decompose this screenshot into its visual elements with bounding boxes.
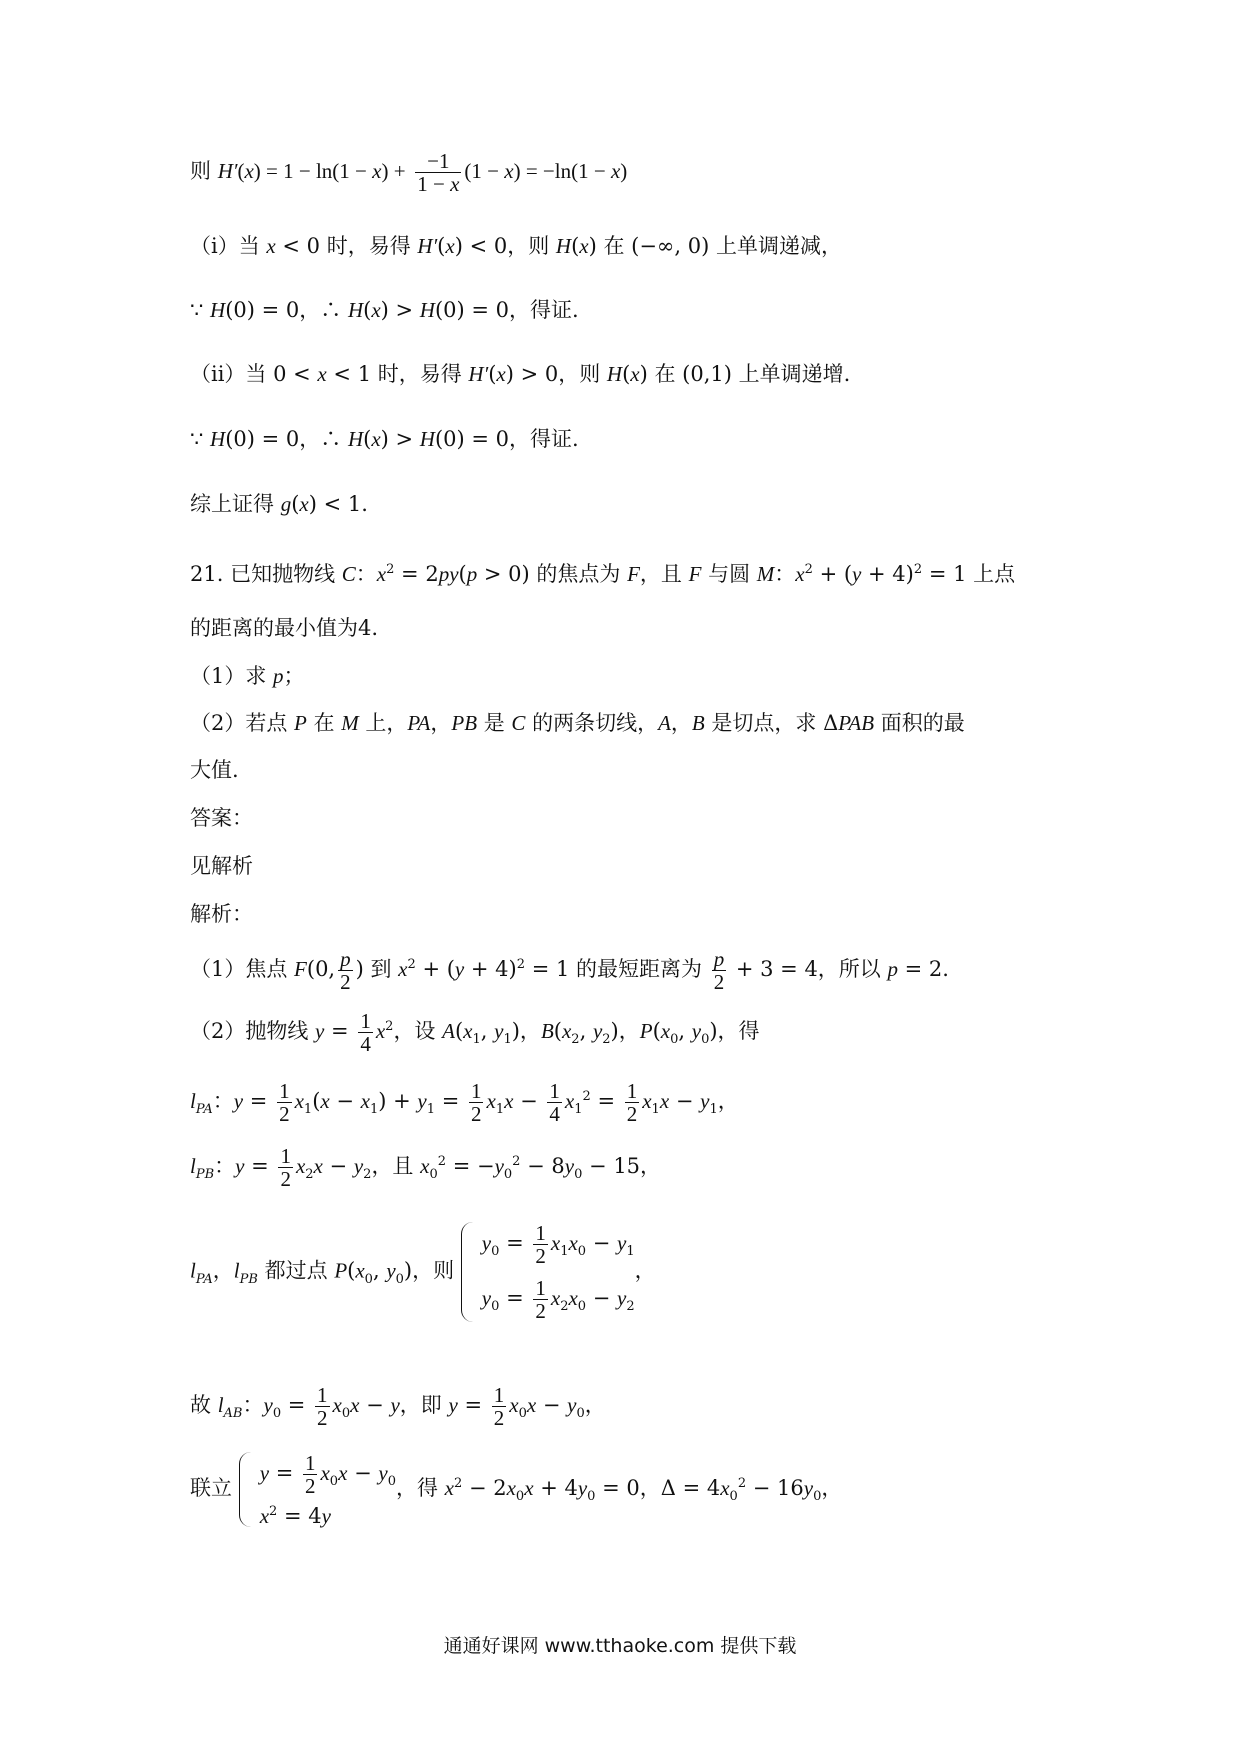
- answer-text: 见解析: [190, 854, 253, 878]
- problem-21-part2-line2: 大值.: [190, 758, 239, 782]
- solution-6: 故 $l_{AB}$：$y_0$ = $\frac{1}{2}$ $x_0x - y$，即 y = $\frac{1}{2}$ $x_0x - y_0$，: [190, 1383, 606, 1431]
- because-1: ∵ H(0) = 0，∴ H(x) > H(0) = 0，得证.: [190, 298, 579, 322]
- summary: 综上证得 g(x) < 1.: [190, 492, 368, 516]
- solution-7: 联立 y = $\frac{1}{2}$ $x_0x - y_0$ $x^2 = 4y$ ，得 $x^2 - 2x_0x + 4y_0 = 0$，$\Delta = 4x_0^2 - 16y_0$，: [190, 1451, 843, 1529]
- page-footer: 通通好课网 www.tthaoke.com 提供下载: [443, 1635, 797, 1657]
- problem-21-stem-line2: 的距离的最小值为4.: [190, 616, 379, 640]
- derivative-line: 则 H′(x) = 1 − ln(1 − x) + $\frac{-1}{1 - x}$ (1 − x) = −ln(1 − x): [190, 149, 628, 197]
- analysis-label: 解析：: [190, 902, 253, 926]
- solution-4: $l_{PB}$：y = $\frac{1}{2}$ $x_2x - y_2$，且 $x_0^2 = -y_0^2 - 8y_0 - 15$，: [190, 1144, 662, 1192]
- answer-label: 答案：: [190, 806, 253, 830]
- solution-2: （2）抛物线 y = $\frac{1}{4}$ $x^2$，设 $A(x_1$, $y_1$)，$B(x_2$, $y_2$)，$P(x_0$, $y_0$)，得: [190, 1009, 760, 1057]
- problem-21-part2-line1: （2）若点 P 在 M 上，PA，PB 是 C 的两条切线，A，B 是切点，求 ΔPAB 面积的最: [190, 711, 965, 735]
- solution-5: $l_{PA}$，$l_{PB}$ 都过点 $P(x_0$, $y_0$)，则 $y_0$ = $\frac{1}{2}$ $x_1x_0 - y_1$ $y_0$ = $\frac{1}{2}$ $x_2x_0 - y_2$ ，: [190, 1221, 656, 1324]
- case-i: （i）当 x < 0 时，易得 H′(x) < 0，则 H(x) 在 (−∞, 0) 上单调递减，: [190, 234, 842, 258]
- because-2: ∵ H(0) = 0，∴ H(x) > H(0) = 0，得证.: [190, 427, 579, 451]
- case-ii: （ii）当 0 < x < 1 时，易得 H′(x) > 0，则 H(x) 在 (0,1) 上单调递增.: [190, 362, 851, 386]
- solution-1: （1）焦点 F(0, $\frac{p}{2}$ ) 到 $x^2 + (y + 4)^2 = 1$ 的最短距离为 $\frac{p}{2}$ + 3 = 4，所以 p = 2.: [190, 947, 949, 995]
- system-of-equations: $y_0$ = $\frac{1}{2}$ $x_1x_0 - y_1$ $y_0$ = $\frac{1}{2}$ $x_2x_0 - y_2$: [461, 1222, 635, 1322]
- simultaneous-system: y = $\frac{1}{2}$ $x_0x - y_0$ $x^2 = 4y$: [239, 1452, 396, 1527]
- solution-3: $l_{PA}$：y = $\frac{1}{2}$ $x_1(x - x_1) + y_1$ = $\frac{1}{2}$ $x_1x$ − $\frac{1}{4}$ $x_1^2$ = $\frac{1}{2}$ $x_1x - y_1$，: [190, 1079, 739, 1127]
- problem-21-part1: （1）求 p；: [190, 664, 305, 688]
- problem-21-stem-line1: 21. 已知抛物线 C：$x^2 = 2py(p > 0)$ 的焦点为 F，且 F 与圆 M：$x^2 + (y + 4)^2 = 1$ 上点: [190, 562, 1016, 586]
